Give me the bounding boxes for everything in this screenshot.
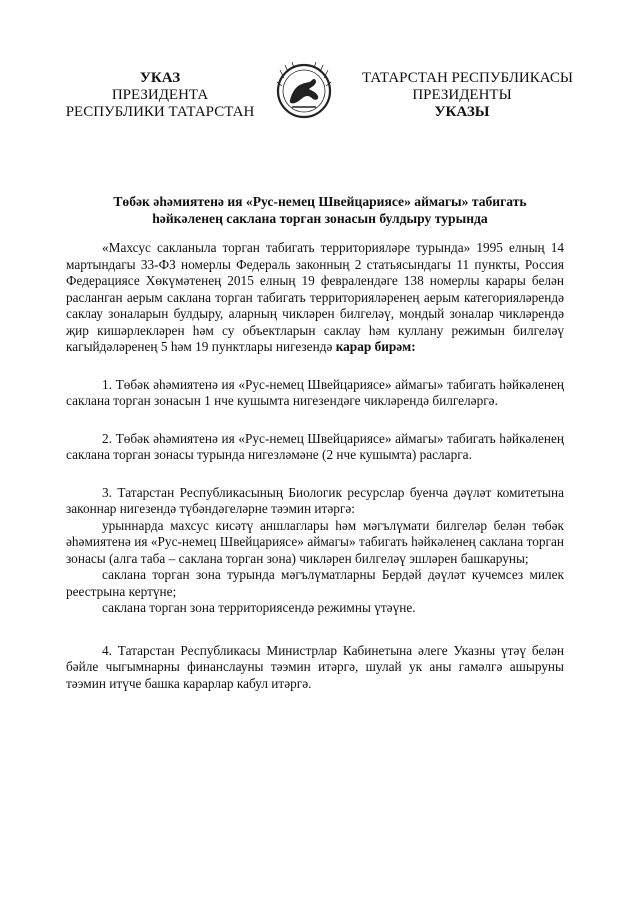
item-3b: саклана торган зона турында мәгълүматларны Бердәй дәүләт кучемсез милек реестрына кертүне; — [66, 567, 564, 599]
title-line-2: һәйкәленең саклана торган зонасын булдыру турында — [152, 211, 488, 226]
header-left-line-1: УКАЗ — [139, 70, 181, 86]
header-right — [362, 70, 573, 121]
header-left-line-3: РЕСПУБЛИКИ ТАТАРСТАН — [65, 104, 255, 120]
item-3a: урыннарда махсус кисәтү аншлаглары һәм мәгълүмати билгеләр белән төбәк әһәмиятенә ия «Рус-немец Швейцариясе» аймагы» табигать һәйкәленең саклана торган зонасы (алга таба – саклана торган зона) чикләрен билгеләү эшләрен башкаруны; — [66, 517, 564, 566]
header-left — [62, 70, 258, 121]
header-right-line-2: ПРЕЗИДЕНТЫ — [412, 87, 512, 103]
item-2: 2. Төбәк әһәмиятенә ия «Рус-немец Швейцариясе» аймагы» табигать һәйкәленең саклана торган зонасы турында нигезләмәне (2 нче кушымта) расларга. — [66, 430, 564, 462]
header-left-line-2: ПРЕЗИДЕНТА — [111, 87, 209, 103]
item-4: 4. Татарстан Республикасы Министрлар Кабинетына әлеге Указны үтәү белән бәйле чыгымнарны финанслауны тәэмин итәргә, шулай ук аны гамәлгә ашыруны тәэмин итүче башка карарлар кабул итәргә. — [66, 642, 564, 691]
item-3c: саклана торган зона территориясендә режимны үтәүне. — [102, 600, 416, 615]
preamble-paragraph — [66, 240, 564, 356]
title-line-1: Төбәк әһәмиятенә ия «Рус-немец Швейцариясе» аймагы» табигать — [113, 194, 527, 209]
document-title — [60, 193, 580, 227]
item-1: 1. Төбәк әһәмиятенә ия «Рус-немец Швейцариясе» аймагы» табигать һәйкәленең саклана торган зонасын 1 нче кушымта нигезендәге чикләрендә билгеләргә. — [66, 376, 564, 408]
preamble-text: «Махсус сакланыла торган табигать территорияләре турында» 1995 елның 14 мартындагы 33-ФЗ номерлы Федераль законның 2 статьясындагы 11 пункты, Россия Федерациясе Хөкүмәтенең 2015 елның 19 февралендәге 138 номерлы карары белән расланган аерым саклана торган табигать территорияләренең аерым категорияләрендә саклау зоналарын булдыру, аларның чикләрен билгеләү, мондый зоналар чикләрендә җир кишәрлекләрен һәм су объектларын саклау һәм куллану режимын билгеләү кагыйдәләренең 5 һәм 19 пунктлары нигезендә — [66, 240, 564, 354]
header-right-line-1: ТАТАРСТАН РЕСПУБЛИКАСЫ — [362, 70, 573, 86]
item-3: 3. Татарстан Республикасының Биологик ресурслар буенча дәүләт комитетына законнар нигезендә түбәндәгеләрне тәэмин итәргә: — [66, 484, 564, 516]
emblem-icon — [276, 62, 332, 120]
header-right-line-3: УКАЗЫ — [434, 104, 490, 120]
decree-phrase: карар бирәм: — [335, 339, 416, 354]
document-body — [66, 240, 564, 692]
